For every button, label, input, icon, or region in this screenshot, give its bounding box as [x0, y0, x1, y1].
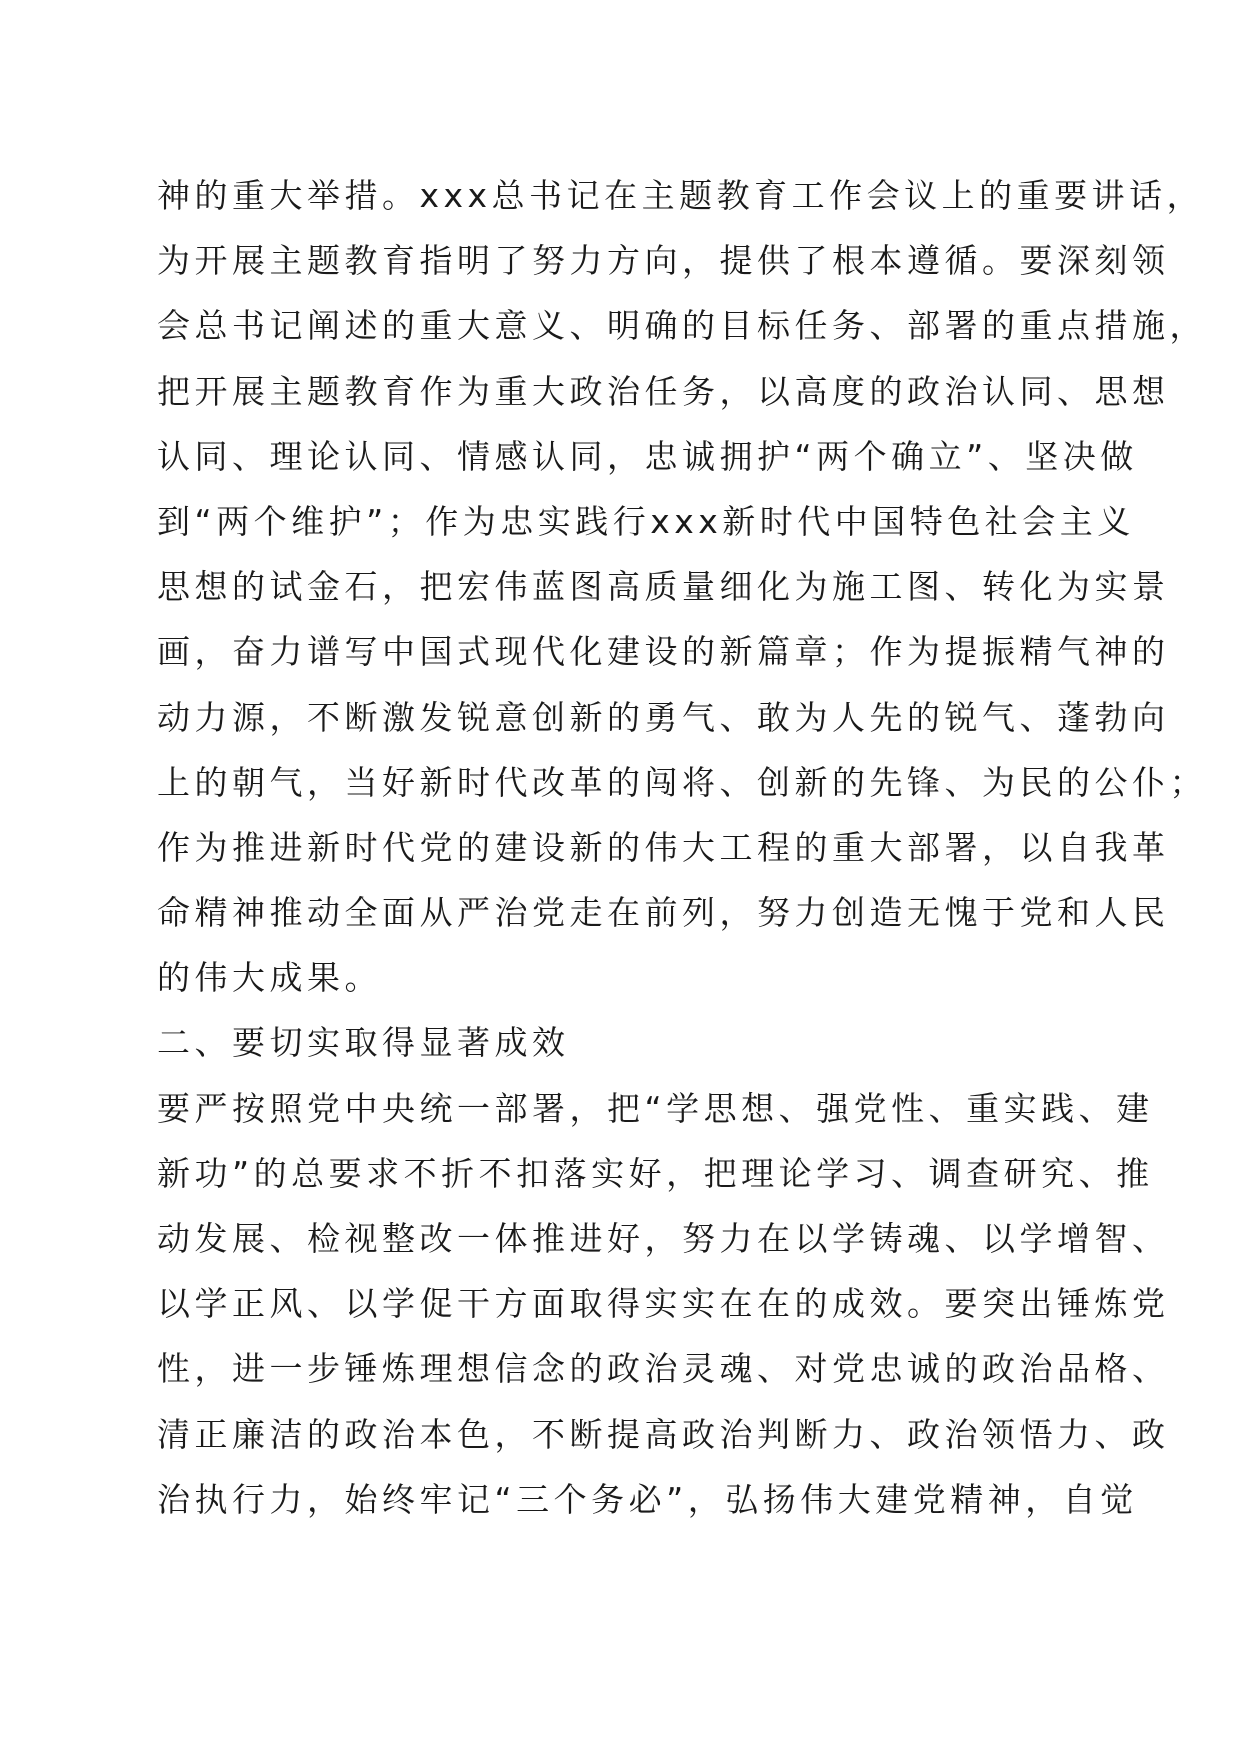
text-line: 治执行力，始终牢记“三个务必”，弘扬伟大建党精神，自觉 — [157, 1479, 1138, 1519]
document-body-text — [157, 163, 1207, 1532]
text-line: 到“两个维护”；作为忠实践行xxx新时代中国特色社会主义 — [157, 501, 1135, 541]
text-line: 思想的试金石，把宏伟蓝图高质量细化为施工图、转化为实景 — [157, 567, 1170, 607]
text-line: 画，奋力谱写中国式现代化建设的新篇章；作为提振精气神的 — [157, 632, 1170, 672]
text-line: 以学正风、以学促干方面取得实实在在的成效。要突出锤炼党 — [157, 1284, 1170, 1324]
text-line: 把开展主题教育作为重大政治任务，以高度的政治认同、思想 — [157, 371, 1170, 411]
section-heading: 二、要切实取得显著成效 — [157, 1023, 570, 1063]
text-line: 的伟大成果。 — [157, 958, 382, 998]
text-line: 作为推进新时代党的建设新的伟大工程的重大部署，以自我革 — [157, 827, 1170, 867]
text-line: 要严按照党中央统一部署，把“学思想、强党性、重实践、建 — [157, 1088, 1154, 1128]
text-line: 会总书记阐述的重大意义、明确的目标任务、部署的重点措施， — [157, 306, 1207, 346]
text-line: 上的朝气，当好新时代改革的闯将、创新的先锋、为民的公仆； — [157, 762, 1207, 802]
text-line: 性，进一步锤炼理想信念的政治灵魂、对党忠诚的政治品格、 — [157, 1349, 1170, 1389]
text-line: 为开展主题教育指明了努力方向，提供了根本遵循。要深刻领 — [157, 241, 1170, 281]
text-line: 动发展、检视整改一体推进好，努力在以学铸魂、以学增智、 — [157, 1219, 1170, 1258]
text-line: 神的重大举措。xxx总书记在主题教育工作会议上的重要讲话， — [157, 176, 1205, 215]
text-line: 认同、理论认同、情感认同，忠诚拥护“两个确立”、坚决做 — [157, 436, 1138, 476]
text-line: 动力源，不断激发锐意创新的勇气、敢为人先的锐气、蓬勃向 — [157, 697, 1170, 737]
text-line: 新功”的总要求不折不扣落实好，把理论学习、调查研究、推 — [157, 1153, 1154, 1193]
text-line: 清正廉洁的政治本色，不断提高政治判断力、政治领悟力、政 — [157, 1414, 1170, 1454]
text-line: 命精神推动全面从严治党走在前列，努力创造无愧于党和人民 — [157, 893, 1170, 933]
